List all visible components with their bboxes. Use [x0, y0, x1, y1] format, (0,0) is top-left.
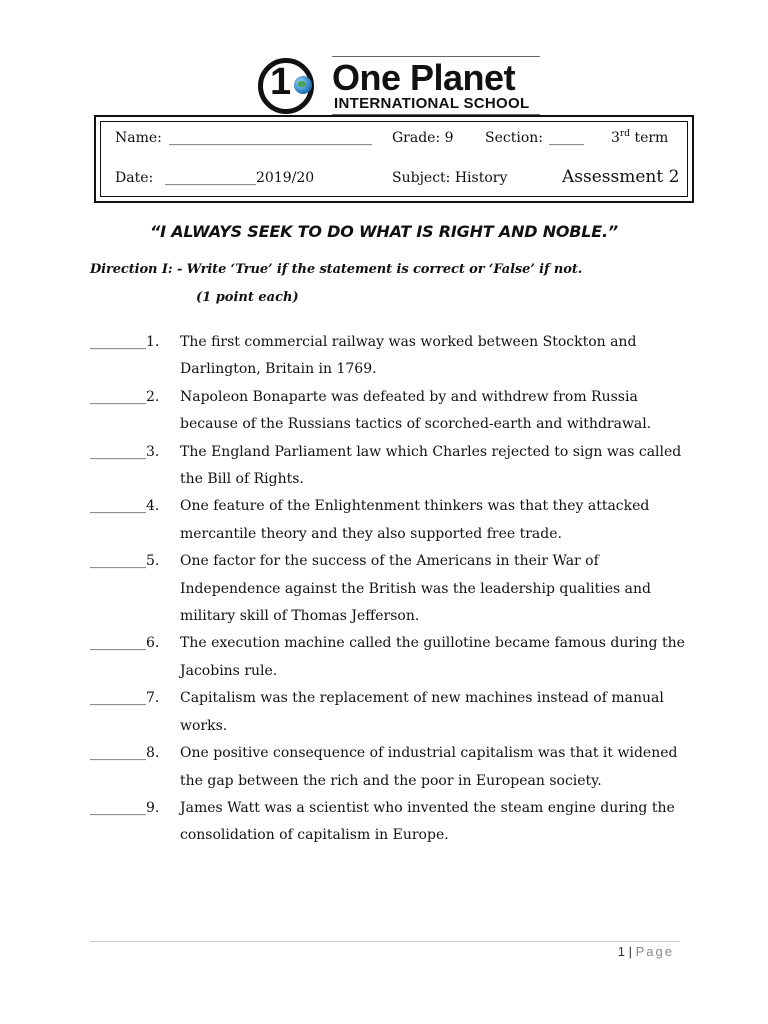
answer-blank[interactable]: ________2. [90, 388, 160, 405]
answer-blank[interactable]: ________4. [90, 498, 160, 515]
answer-blank[interactable]: ________5. [90, 553, 160, 570]
page-footer [618, 944, 674, 959]
section-label: Section: [485, 130, 543, 146]
question-text: Capitalism was the replacement of new machines instead of manual works. [180, 690, 664, 734]
answer-blank[interactable]: ________1. [90, 334, 160, 350]
question-text: One factor for the success of the Americans in their War of Independence against the British was the leadership qualities and military skill of Thomas Jefferson. [180, 553, 652, 625]
logo-subtitle: INTERNATIONAL SCHOOL [334, 95, 530, 112]
question-item [90, 795, 690, 850]
question-item [90, 685, 690, 740]
answer-blank[interactable]: ________3. [90, 443, 160, 460]
term-number: 3 [611, 130, 620, 146]
page-number: 1 [617, 944, 625, 959]
subject-text: Subject: History [392, 170, 508, 186]
name-label: Name: [115, 130, 162, 146]
logo-digit: 1 [270, 61, 292, 103]
globe-icon [294, 76, 312, 94]
footer-rule [90, 941, 680, 942]
answer-blank[interactable]: ________6. [90, 635, 160, 652]
question-list [90, 329, 690, 850]
student-info-inner [100, 121, 688, 197]
question-text: The execution machine called the guillotine became famous during the Jacobins rule. [180, 635, 685, 679]
logo-name: One Planet [332, 57, 516, 98]
answer-blank[interactable]: ________7. [90, 690, 160, 707]
student-info-box [94, 115, 694, 203]
page-word: Page [635, 944, 674, 959]
term-word: term [634, 130, 669, 146]
question-text: James Watt was a scientist who invented the steam engine during the consolidation of capitalism in Europe. [180, 799, 675, 844]
question-text: The first commercial railway was worked between Stockton and Darlington, Britain in 1769. [180, 334, 637, 378]
points-note: (1 point each) [196, 290, 299, 305]
question-text: Napoleon Bonaparte was defeated by and withdrew from Russia because of the Russians tactics of scorched-earth and withdrawal. [180, 388, 652, 433]
section-field[interactable]: _____ [549, 130, 584, 146]
page-separator: | [628, 944, 632, 959]
answer-blank[interactable]: ________9. [90, 799, 160, 816]
grade-text: Grade: 9 [392, 130, 454, 146]
answer-blank[interactable]: ________8. [90, 745, 160, 762]
question-item [90, 493, 690, 548]
question-item [90, 329, 690, 384]
question-item [90, 740, 690, 795]
question-text: The England Parliament law which Charles rejected to sign was called the Bill of Rights. [180, 443, 682, 488]
question-text: One feature of the Enlightenment thinkers was that they attacked mercantile theory and they also supported free trade. [180, 498, 650, 542]
question-item [90, 439, 690, 494]
question-text: One positive consequence of industrial capitalism was that it widened the gap between the rich and the poor in European society. [180, 745, 678, 789]
name-field[interactable]: _____________________________ [169, 130, 372, 146]
question-item [90, 548, 690, 630]
date-field[interactable]: _____________2019/20 [165, 170, 315, 186]
school-logo [258, 56, 548, 118]
school-motto: “I ALWAYS SEEK TO DO WHAT IS RIGHT AND NOBLE.” [149, 222, 619, 241]
assessment-title: Assessment 2 [562, 167, 680, 187]
question-item [90, 630, 690, 685]
date-label: Date: [115, 170, 154, 186]
direction-text: Direction I: - Write ‘True’ if the statement is correct or ‘False’ if not. [90, 262, 583, 277]
term-text [611, 130, 668, 146]
question-item [90, 384, 690, 439]
term-suffix: rd [619, 129, 630, 139]
